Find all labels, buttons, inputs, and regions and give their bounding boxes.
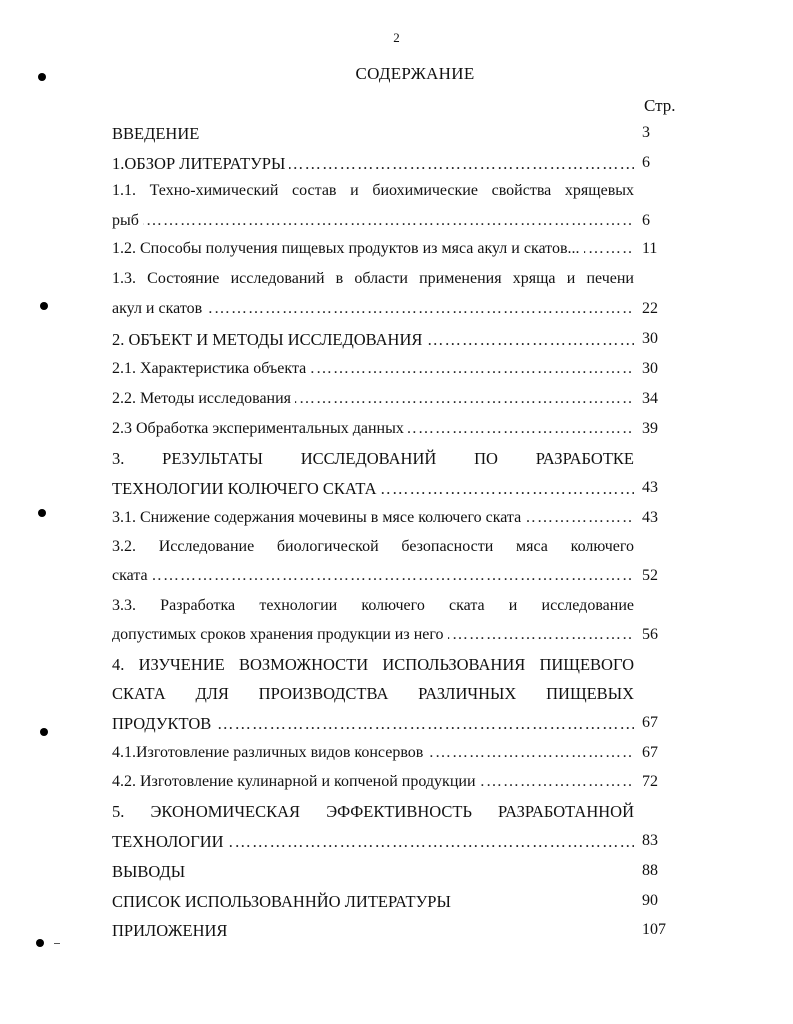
toc-entry [112, 479, 634, 499]
binder-hole-mark [38, 509, 46, 517]
toc-page-number: 34 [642, 390, 658, 407]
toc-entry [112, 538, 634, 556]
binder-hole-mark [40, 302, 48, 310]
toc-entry [112, 330, 634, 350]
toc-entry-text: 2.1. Характеристика объекта [112, 360, 310, 377]
toc-entry-text: 3.3. Разработка технологии колючего ската и исследование [112, 597, 634, 614]
toc-entry [112, 212, 634, 230]
toc-entry [112, 270, 634, 288]
toc-page-number: 39 [642, 420, 658, 437]
toc-entry-text: 1.ОБЗОР ЛИТЕРАТУРЫ [112, 154, 289, 173]
toc-page-number: 88 [642, 862, 658, 879]
toc-entry [112, 832, 634, 852]
toc-entry-text: ПРИЛОЖЕНИЯ [112, 921, 228, 940]
toc-entry [112, 684, 634, 704]
toc-page-number: 52 [642, 567, 658, 584]
toc-page-number: 30 [642, 330, 658, 347]
toc-entry-text: 3.2. Исследование биологической безопасности мяса колючего [112, 538, 634, 555]
toc-entry [112, 597, 634, 615]
toc-entry-text: 2.2. Методы исследования [112, 390, 295, 407]
toc-page-number: 43 [642, 479, 658, 496]
toc-entry [112, 714, 634, 734]
binder-hole-mark [36, 939, 44, 947]
toc-page-number: 11 [642, 240, 658, 257]
toc-page-number: 6 [642, 154, 650, 171]
toc-entry-text: рыб [112, 212, 143, 229]
toc-entry [112, 182, 634, 200]
scan-mark [54, 943, 60, 944]
toc-page-number: 56 [642, 626, 658, 643]
page-number: 2 [393, 30, 400, 45]
toc-entry [112, 124, 634, 144]
toc-entry-text: ТЕХНОЛОГИИ КОЛЮЧЕГО СКАТА [112, 479, 381, 498]
toc-entry [112, 802, 634, 822]
toc-entry [112, 567, 634, 585]
toc-entry [112, 509, 634, 527]
toc-entry [112, 240, 634, 258]
toc-title: СОДЕРЖАНИЕ [355, 64, 475, 83]
toc-entry [112, 921, 634, 941]
toc-entry-text: ската [112, 567, 152, 584]
toc-page-number: 72 [642, 773, 658, 790]
toc-entry-text: 2. ОБЪЕКТ И МЕТОДЫ ИССЛЕДОВАНИЯ [112, 330, 426, 349]
toc-entry-text: акул и скатов [112, 300, 206, 317]
toc-entry [112, 862, 634, 882]
binder-hole-mark [38, 73, 46, 81]
toc-entry-text: СПИСОК ИСПОЛЬЗОВАННЙО ЛИТЕРАТУРЫ [112, 892, 451, 911]
toc-entry-text: 4.1.Изготовление различных видов консервов [112, 744, 427, 761]
toc-entry [112, 390, 634, 408]
toc-page-number: 3 [642, 124, 650, 141]
toc-entry-text: 1.1. Техно-химический состав и биохимические свойства хрящевых [112, 182, 634, 199]
toc-entry [112, 449, 634, 469]
toc-entry [112, 626, 634, 644]
toc-entry-text: ВВЕДЕНИЕ [112, 124, 200, 143]
toc-page-number: 30 [642, 360, 658, 377]
toc-entry [112, 360, 634, 378]
toc-entry [112, 892, 634, 912]
toc-entry [112, 744, 634, 762]
toc-page-number: 43 [642, 509, 658, 526]
toc-entry-text: 3.1. Снижение содержания мочевины в мясе колючего ската [112, 509, 525, 526]
page-column-label: Стр. [644, 96, 676, 115]
binder-hole-mark [40, 728, 48, 736]
toc-entry [112, 655, 634, 675]
toc-entry-text: ПРОДУКТОВ [112, 714, 215, 733]
toc-entry [112, 773, 634, 791]
toc-entry [112, 300, 634, 318]
toc-entry-text: ТЕХНОЛОГИИ [112, 832, 228, 851]
toc-entry-text: 5. ЭКОНОМИЧЕСКАЯ ЭФФЕКТИВНОСТЬ РАЗРАБОТАННОЙ [112, 802, 634, 821]
toc-entry-text: 4. ИЗУЧЕНИЕ ВОЗМОЖНОСТИ ИСПОЛЬЗОВАНИЯ ПИЩЕВОГО [112, 655, 634, 674]
toc-entry [112, 420, 634, 438]
toc-page-number: 83 [642, 832, 658, 849]
toc-page-number: 67 [642, 714, 658, 731]
toc-entry-text: 4.2. Изготовление кулинарной и копченой продукции [112, 773, 480, 790]
toc-entry-text: допустимых сроков хранения продукции из него [112, 626, 448, 643]
toc-page-number: 90 [642, 892, 658, 909]
toc-entry-text: СКАТА ДЛЯ ПРОИЗВОДСТВА РАЗЛИЧНЫХ ПИЩЕВЫХ [112, 684, 634, 703]
toc-entry-text: 2.3 Обработка экспериментальных данных [112, 420, 408, 437]
toc-entry-text: 3. РЕЗУЛЬТАТЫ ИССЛЕДОВАНИЙ ПО РАЗРАБОТКЕ [112, 449, 634, 468]
toc-page-number: 22 [642, 300, 658, 317]
toc-page-number: 107 [642, 921, 666, 938]
toc-page-number: 6 [642, 212, 650, 229]
toc-entry-text: ВЫВОДЫ [112, 862, 186, 881]
toc-page-number: 67 [642, 744, 658, 761]
toc-entry [112, 154, 634, 174]
toc-entry-text: 1.3. Состояние исследований в области применения хряща и печени [112, 270, 634, 287]
toc-entry-text: 1.2. Способы получения пищевых продуктов из мяса акул и скатов... [112, 240, 584, 257]
